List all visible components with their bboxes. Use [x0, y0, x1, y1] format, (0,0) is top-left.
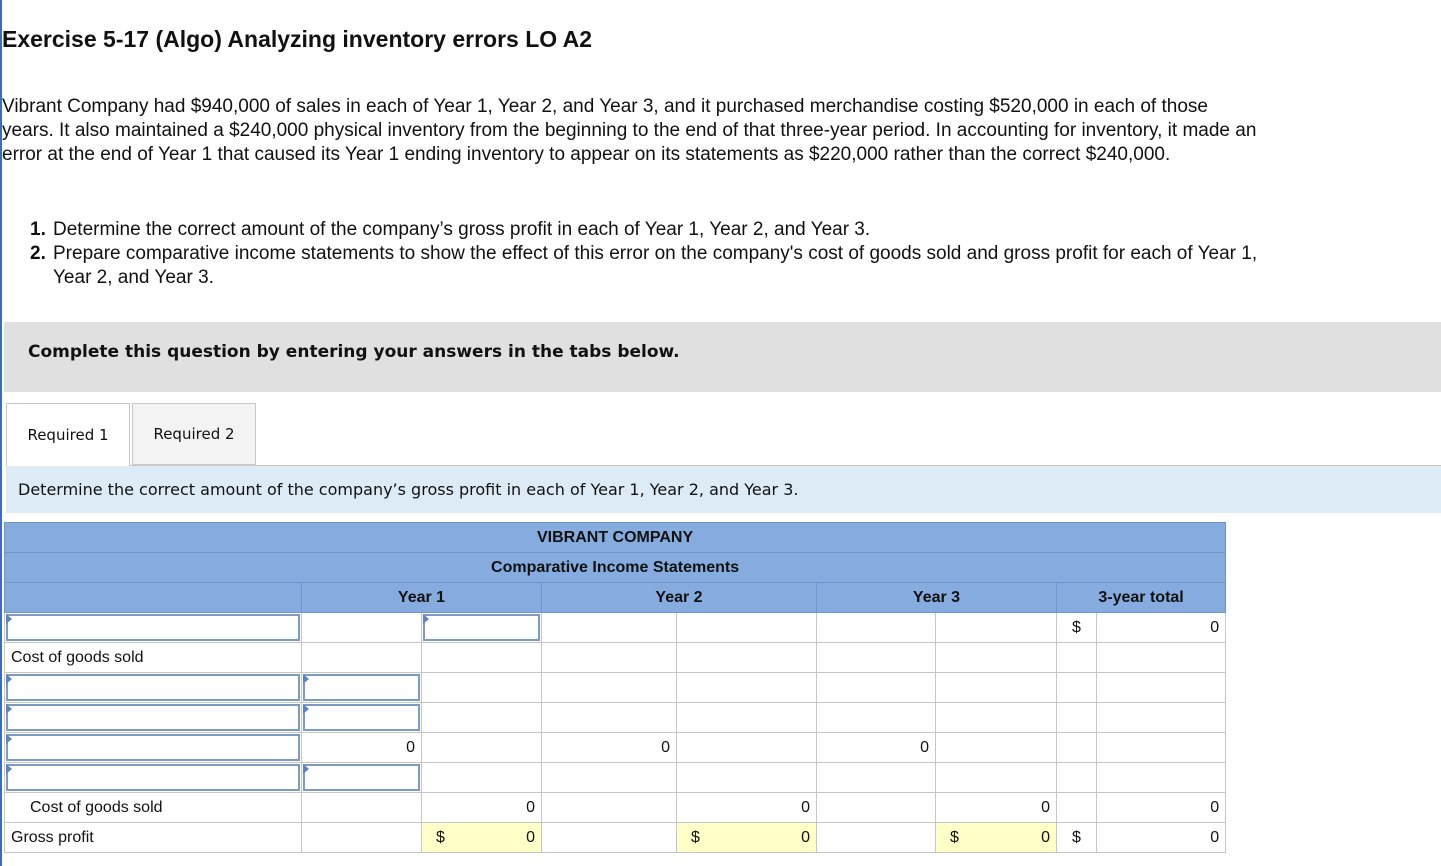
year-1-gross-profit-value: 0: [526, 828, 535, 846]
header-blank: [5, 583, 302, 613]
year-1-cogs: 0: [422, 793, 542, 823]
year-3-subtotal: 0: [817, 733, 936, 763]
currency-symbol: $: [436, 828, 445, 846]
requirement-item: [30, 242, 1260, 290]
table-row: [5, 643, 1226, 673]
row-label-input[interactable]: [5, 703, 302, 733]
income-statement-table: [4, 522, 1226, 853]
year-2-gross-profit: [677, 823, 817, 853]
column-year-3: Year 3: [817, 583, 1057, 613]
total-gross-profit: 0: [1097, 823, 1226, 853]
year-1-amount-input[interactable]: [302, 703, 422, 733]
year-2-subtotal: 0: [542, 733, 677, 763]
year-3-cogs: 0: [936, 793, 1057, 823]
year-1-amount-input[interactable]: [422, 613, 542, 643]
currency-symbol: $: [1057, 823, 1097, 853]
banner-text: Complete this question by entering your answers in the tabs below.: [28, 342, 680, 362]
year-3-gross-profit-value: 0: [1041, 828, 1050, 846]
year-3-gross-profit: [936, 823, 1057, 853]
table-row: [5, 823, 1226, 853]
tab-required-1[interactable]: Required 1: [6, 403, 130, 466]
header-row-company: [5, 523, 1226, 553]
year-1-subtotal: 0: [302, 733, 422, 763]
total-cogs: 0: [1097, 793, 1226, 823]
table-row: [5, 673, 1226, 703]
page-title: Exercise 5-17 (Algo) Analyzing inventory errors LO A2: [2, 26, 593, 52]
row-label-input[interactable]: [5, 673, 302, 703]
requirement-number: 2.: [30, 243, 46, 264]
row-label-input[interactable]: [5, 763, 302, 793]
year-1-amount-input[interactable]: [302, 763, 422, 793]
year-2-gross-profit-value: 0: [801, 828, 810, 846]
requirement-text: Determine the correct amount of the company’s gross profit in each of Year 1, Year 2, and Year 3.: [53, 219, 871, 240]
cogs-section-label: Cost of goods sold: [5, 643, 302, 673]
column-3-year-total: 3-year total: [1057, 583, 1226, 613]
requirement-number: 1.: [30, 219, 46, 240]
table-row: [5, 763, 1226, 793]
header-row-columns: [5, 583, 1226, 613]
company-name: VIBRANT COMPANY: [5, 523, 1226, 553]
table-row: [5, 613, 1226, 643]
currency-symbol: $: [1057, 613, 1097, 643]
gross-profit-label: Gross profit: [5, 823, 302, 853]
table-row: [5, 793, 1226, 823]
column-year-1: Year 1: [302, 583, 542, 613]
tab-required-2[interactable]: Required 2: [132, 403, 256, 465]
row-label-input[interactable]: [5, 733, 302, 763]
problem-description: Vibrant Company had $940,000 of sales in each of Year 1, Year 2, and Year 3, and it purchased merchandise costing $520,000 in each of those years. It also maintained a $240,000 physical inventory from the beginning to the end of that three-year period. In accounting for inventory, it made an error at the end of Year 1 that caused its Year 1 ending inventory to appear on its statements as $220,000 rather than the correct $240,000.: [2, 96, 1257, 165]
year-1-gross-profit: [422, 823, 542, 853]
column-year-2: Year 2: [542, 583, 817, 613]
currency-symbol: $: [950, 828, 959, 846]
row-label-input[interactable]: [5, 613, 302, 643]
cogs-total-label: Cost of goods sold: [5, 793, 302, 823]
statement-title: Comparative Income Statements: [5, 553, 1226, 583]
requirement-item: [30, 218, 1260, 242]
tab-instruction-text: Determine the correct amount of the company’s gross profit in each of Year 1, Year 2, and Year 3.: [18, 480, 799, 499]
year-2-cogs: 0: [677, 793, 817, 823]
year-1-amount-input[interactable]: [302, 673, 422, 703]
header-row-statement: [5, 553, 1226, 583]
total-value: 0: [1097, 613, 1226, 643]
instruction-banner: [4, 322, 1441, 392]
table-row: [5, 703, 1226, 733]
currency-symbol: $: [691, 828, 700, 846]
requirements-list: [30, 218, 1260, 290]
table-row: [5, 733, 1226, 763]
requirement-text: Prepare comparative income statements to show the effect of this error on the company's cost of goods sold and gross profit for each of Year 1, Year 2, and Year 3.: [53, 243, 1258, 288]
tab-instruction-bar: [6, 466, 1441, 513]
